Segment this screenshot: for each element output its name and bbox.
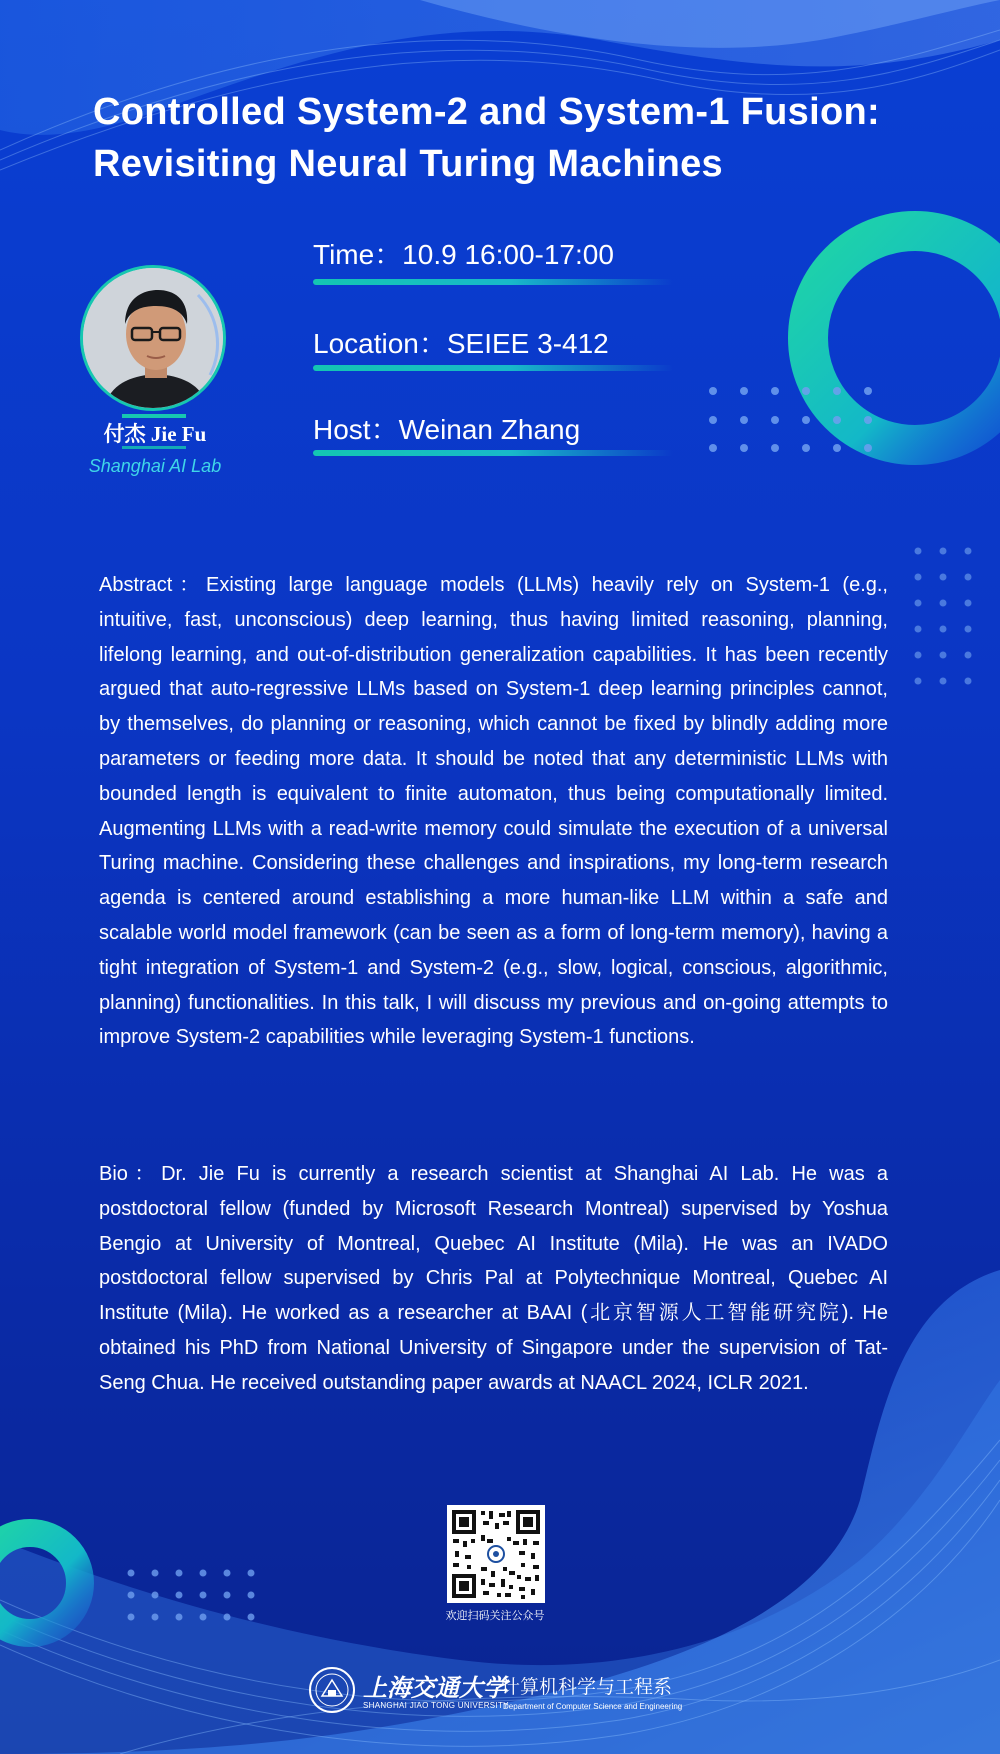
talk-title	[93, 86, 973, 190]
bio-text: Bio：Dr. Jie Fu is currently a research scientist at Shanghai AI Lab. He was a postdoctoral fellow (funded by Microsoft Research Montreal) supervised by Yoshua Bengio at University of Montreal, Quebec AI Institute (Mila). He was an IVADO postdoctoral fellow supervised by Chris Pal at Polytechnique Montreal, Quebec AI Institute (Mila). He worked as a researcher at BAAI (北京智源人工智能研究院). He obtained his PhD from National University of Singapore under the supervision of Tat-Seng Chua. He received outstanding paper awards at NAACL 2024, ICLR 2021.	[99, 1163, 888, 1394]
university-name-cn: 上海交通大学	[363, 1673, 507, 1702]
qr-code	[447, 1505, 545, 1603]
avatar-ring-decoration	[80, 265, 230, 415]
time-underline	[313, 279, 673, 285]
location-underline	[313, 365, 673, 371]
qr-code-icon	[447, 1505, 545, 1603]
talk-title-line-1: Controlled System-2 and System-1 Fusion:	[93, 91, 880, 133]
university-seal-icon	[308, 1666, 356, 1714]
name-underline-bottom	[122, 446, 186, 449]
talk-location: Location：SEIEE 3-412	[313, 328, 609, 359]
speaker-avatar	[80, 265, 230, 415]
abstract-text: Abstract：Existing large language models (LLMs) heavily rely on System-1 (e.g., intuitive, fast, unconscious) deep learning, thus having limited reasoning, planning, lifelong learning, and out-of-distribution generalization capabilities. It has been recently argued that auto-regressive LLMs based on System-1 deep learning principles cannot, by themselves, do planning or reasoning, which cannot be fixed by blindly adding more parameters or feeding more data. It should be noted that any deterministic LLMs with bounded length is equivalent to finite automaton, thus being computationally limited. Augmenting LLMs with a read-write memory could simulate the execution of a universal Turing machine. Considering these challenges and inspirations, my long-term research agenda is centered around establishing a more human-like LLM within a safe and scalable world model framework (can be seen as a form of long-term memory), having a tight integration of System-1 and System-2 (e.g., slow, logical, conscious, algorithmic, planning) functionalities. In this talk, I will discuss my previous and on-going attempts to improve System-2 capabilities while leveraging System-1 functions.	[99, 574, 888, 1049]
qr-caption: 欢迎扫码关注公众号	[445, 1610, 545, 1622]
host-underline	[313, 450, 673, 456]
talk-host: Host：Weinan Zhang	[313, 414, 581, 445]
footer-logo	[308, 1662, 688, 1718]
department-name-cn: 计算机科学与工程系	[501, 1677, 673, 1698]
talk-title-line-2: Revisiting Neural Turing Machines	[93, 143, 723, 185]
talk-time: Time：10.9 16:00-17:00	[313, 239, 614, 270]
speaker-name: 付杰 Jie Fu	[103, 422, 207, 446]
university-name-en: SHANGHAI JIAO TONG UNIVERSITY	[363, 1701, 509, 1710]
speaker-affiliation: Shanghai AI Lab	[88, 456, 222, 476]
department-name-en: Department of Computer Science and Engineering	[503, 1702, 683, 1711]
